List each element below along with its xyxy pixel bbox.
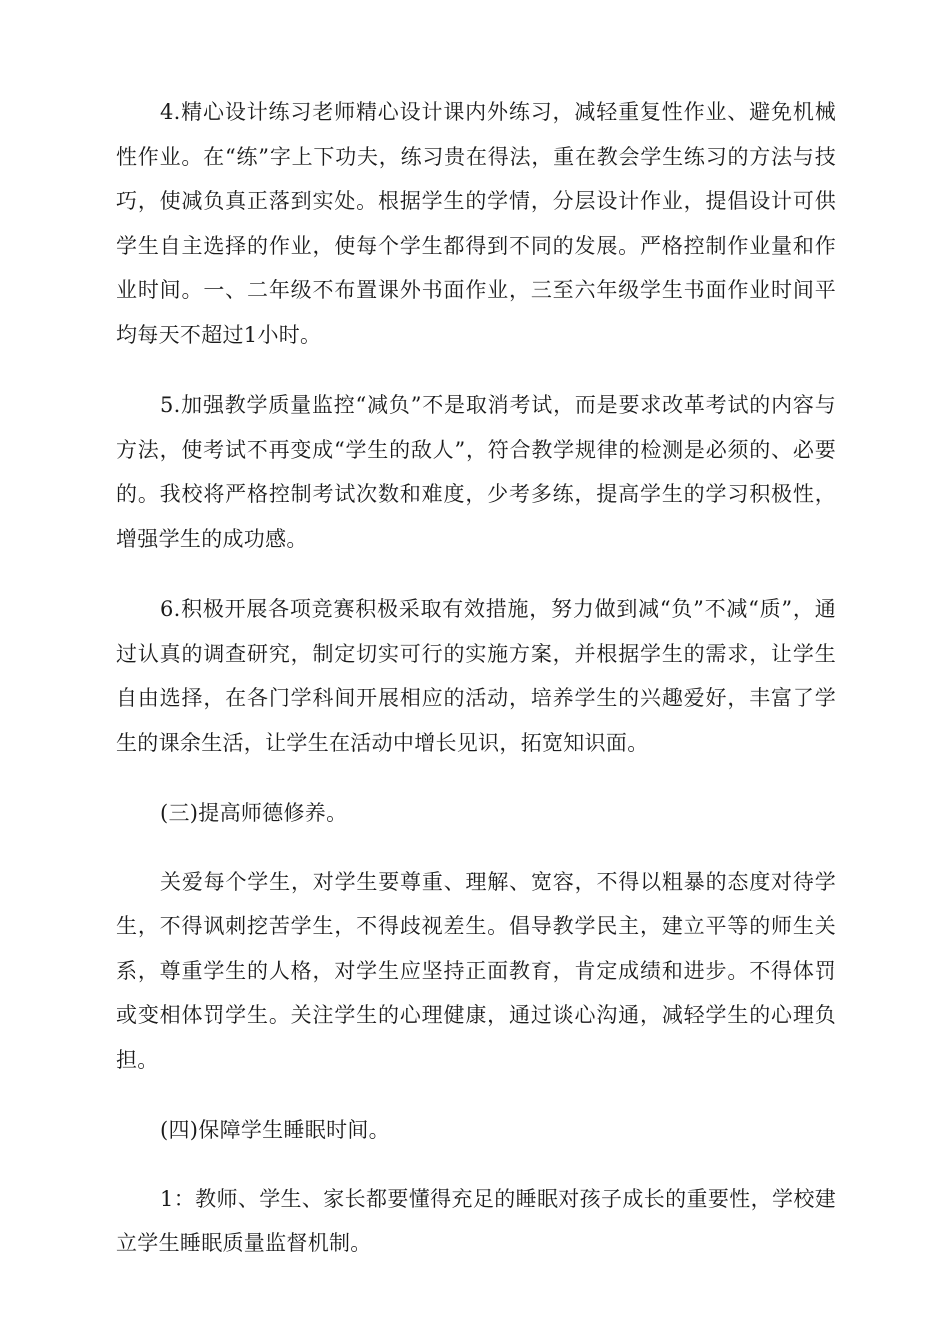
paragraph-sleep-importance: 1：教师、学生、家长都要懂得充足的睡眠对孩子成长的重要性，学校建立学生睡眠质量监督机制。 [116, 1186, 836, 1255]
paragraph-quality-monitoring: 5.加强教学质量监控“减负”不是取消考试，而是要求改革考试的内容与方法，使考试不再变成“学生的敌人”，符合教学规律的检测是必须的、必要的。我校将严格控制考试次数和难度，少考多练，提高学生的学习积极性，增强学生的成功感。 [116, 393, 836, 551]
paragraph-care-students: 关爱每个学生，对学生要尊重、理解、宽容，不得以粗暴的态度对待学生，不得讽刺挖苦学生，不得歧视差生。倡导教学民主，建立平等的师生关系，尊重学生的人格，对学生应坚持正面教育，肯定成绩和进步。不得体罚或变相体罚学生。关注学生的心理健康，通过谈心沟通，减轻学生的心理负担。 [116, 869, 836, 1072]
document-body [116, 90, 836, 1292]
section-heading-teacher-ethics: (三)提高师德修养。 [160, 801, 348, 825]
paragraph-homework-design: 4.精心设计练习老师精心设计课内外练习，减轻重复性作业、避免机械性作业。在“练”字上下功夫，练习贵在得法，重在教会学生练习的方法与技巧，使减负真正落到实处。根据学生的学情，分层设计作业，提倡设计可供学生自主选择的作业，使每个学生都得到不同的发展。严格控制作业量和作业时间。一、二年级不布置课外书面作业，三至六年级学生书面作业时间平均每天不超过1小时。 [116, 100, 836, 347]
section-heading-sleep-time: (四)保障学生睡眠时间。 [160, 1118, 390, 1142]
paragraph-competitions: 6.积极开展各项竞赛积极采取有效措施，努力做到减“负”不减“质”，通过认真的调查研究，制定切实可行的实施方案，并根据学生的需求，让学生自由选择，在各门学科间开展相应的活动，培养学生的兴趣爱好，丰富了学生的课余生活，让学生在活动中增长见识，拓宽知识面。 [116, 597, 836, 755]
